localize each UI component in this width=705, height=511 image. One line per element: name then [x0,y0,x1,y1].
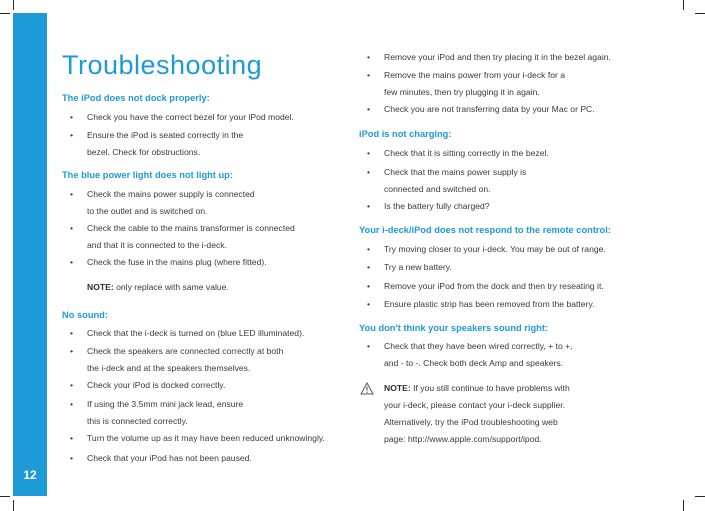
bullet-dot: • [367,148,371,158]
list-item-text: Check the cable to the mains transformer is connected [87,223,295,233]
bullet-dot: • [367,262,371,272]
crop-mark [13,0,14,10]
list-item-text: Check that it is sitting correctly in the bezel. [384,148,549,158]
list-item-text: Check you have the correct bezel for your iPod model. [87,112,294,122]
crop-mark [695,496,705,497]
heading-dock: The iPod does not dock properly: [62,93,210,103]
bullet-dot: • [367,104,371,114]
note-label: NOTE: [384,383,411,393]
note-label: NOTE: [87,282,114,292]
bullet-dot: • [70,189,74,199]
list-item-text: few minutes, then try plugging it in again. [384,87,540,97]
bullet-dot: • [70,223,74,233]
list-item-text: Ensure the iPod is seated correctly in the [87,130,244,140]
heading-speakers: You don't think your speakers sound right: [359,323,549,333]
list-item-text: Check that the i-deck is turned on (blue LED illuminated). [87,328,305,338]
page-title: Troubleshooting [62,50,263,80]
list-item-text: Remove your iPod and then try placing it in the bezel again. [384,52,611,62]
heading-power-light: The blue power light does not light up: [62,170,233,180]
list-item-text: Try a new battery. [384,262,452,272]
list-item-text: this is connected correctly. [87,416,188,426]
list-item-text: Ensure plastic strip has been removed from the battery. [384,299,595,309]
bullet-dot: • [367,244,371,254]
list-item-text: Try moving closer to your i-deck. You may be out of range. [384,244,606,254]
bullet-dot: • [367,70,371,80]
bullet-dot: • [367,299,371,309]
list-item-text: Remove the mains power from your i-deck for a [384,70,566,80]
bullet-dot: • [70,112,74,122]
crop-mark [0,496,10,497]
list-item-text: If using the 3.5mm mini jack lead, ensure [87,399,244,409]
bullet-dot: • [70,433,74,443]
list-item-text: Remove your iPod from the dock and then try reseating it. [384,281,604,291]
crop-mark [683,500,684,511]
support-note-link[interactable]: page: http://www.apple.com/support/ipod. [384,434,542,444]
bullet-dot: • [70,328,74,338]
heading-not-charging: iPod is not charging: [359,129,452,139]
bullet-dot: • [70,380,74,390]
list-item-text: Check the speakers are connected correctly at both [87,346,284,356]
list-item-text: Check the fuse in the mains plug (where fitted). [87,257,267,267]
list-item-text: and - to -. Check both deck Amp and speakers. [384,358,564,368]
fuse-note [87,279,229,296]
list-item-text: connected and switched on. [384,184,491,194]
heading-remote: Your i-deck/iPod does not respond to the remote control: [359,225,611,235]
heading-no-sound: No sound: [62,310,108,320]
support-note [384,380,570,397]
list-item-text: Check your iPod is docked correctly. [87,380,226,390]
support-note-line: Alternatively, try the iPod troubleshooting web [384,417,558,427]
bullet-dot: • [367,281,371,291]
warning-icon [360,382,374,395]
page-number: 12 [23,468,37,482]
crop-mark [695,13,705,14]
list-item-text: Turn the volume up as it may have been reduced unknowingly. [87,433,325,443]
list-item-text: Is the battery fully charged? [384,201,490,211]
note-text: only replace with same value. [113,282,229,292]
crop-mark [683,0,684,10]
list-item-text: Check you are not transferring data by your Mac or PC. [384,104,595,114]
page-sidebar [13,13,47,496]
crop-mark [13,500,14,511]
list-item-text: Check the mains power supply is connected [87,189,255,199]
support-note-line: your i-deck, please contact your i-deck supplier. [384,400,566,410]
bullet-dot: • [367,341,371,351]
bullet-dot: • [367,52,371,62]
list-item-text: Check that they have been wired correctly, + to +, [384,341,573,351]
list-item-text: to the outlet and is switched on. [87,206,208,216]
list-item-text: Check that the mains power supply is [384,167,527,177]
bullet-dot: • [367,201,371,211]
bullet-dot: • [70,399,74,409]
crop-mark [0,13,10,14]
list-item-text: bezel. Check for obstructions. [87,147,201,157]
bullet-dot: • [70,257,74,267]
list-item-text: Check that your iPod has not been paused. [87,453,252,463]
list-item-text: the i-deck and at the speakers themselves. [87,363,251,373]
list-item-text: and that it is connected to the i-deck. [87,240,227,250]
bullet-dot: • [70,130,74,140]
bullet-dot: • [70,453,74,463]
note-text: If you still continue to have problems with [410,383,570,393]
bullet-dot: • [367,167,371,177]
bullet-dot: • [70,346,74,356]
